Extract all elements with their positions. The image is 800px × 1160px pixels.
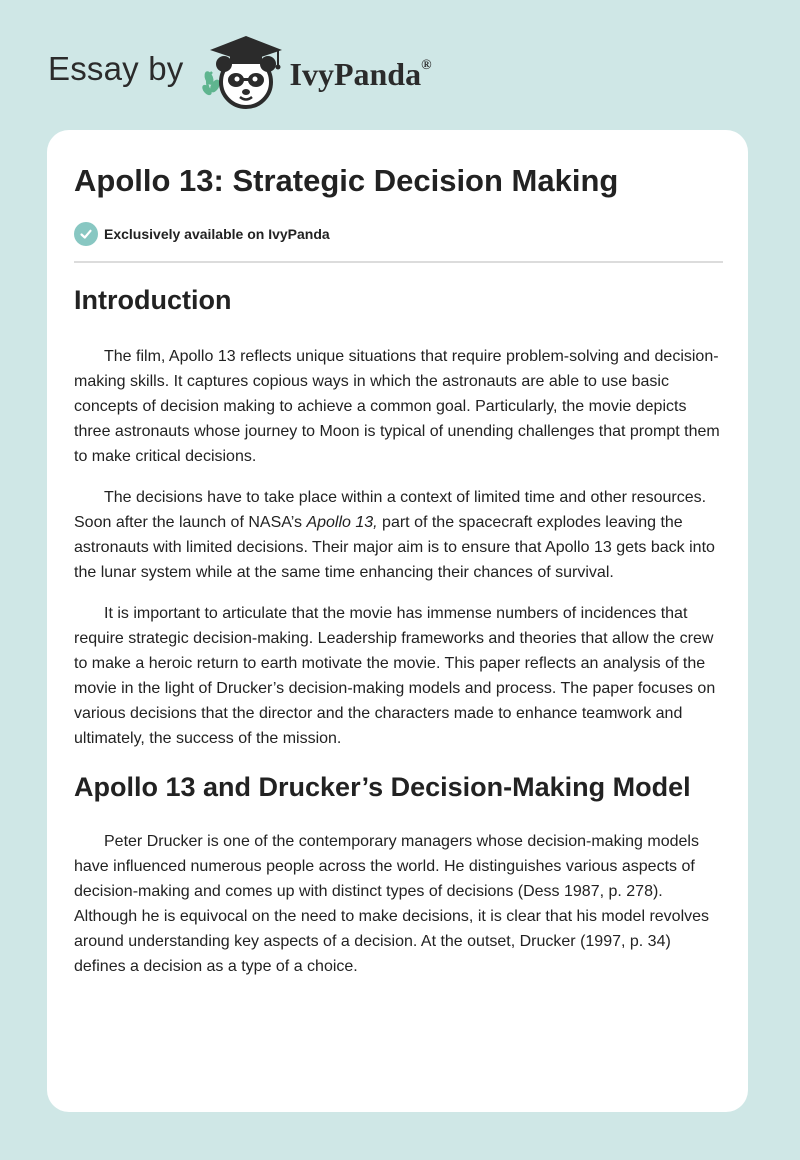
page-title: Apollo 13: Strategic Decision Making bbox=[74, 163, 619, 198]
panda-graduate-icon bbox=[200, 34, 284, 110]
paragraph-text: The decisions have to take place within a context of limited time and other resources. Soon after the launch of NASA’s bbox=[74, 489, 707, 531]
check-icon bbox=[74, 222, 98, 246]
exclusive-badge bbox=[74, 222, 330, 246]
brand-name[interactable] bbox=[290, 56, 432, 93]
registered-mark: ® bbox=[421, 57, 432, 73]
paragraph: The film, Apollo 13 reflects unique situations that require problem-solving and decision-making skills. It captures copious ways in which the astronauts are able to use basic concepts of decision making to achieve a common goal. Particularly, the movie depicts three astronauts whose journey to Moon is typical of unending challenges that prompt them to make critical decisions. bbox=[74, 348, 720, 465]
essay-by-label: Essay by bbox=[48, 50, 184, 87]
paragraph-text: part of the spacecraft explodes leaving the astronauts with limited decisions. Their major aim is to ensure that Apollo 13 gets back into the lunar system while at the same time enhancing their chances of survival. bbox=[74, 514, 715, 581]
divider bbox=[74, 261, 723, 263]
section-heading-introduction: Introduction bbox=[74, 285, 232, 315]
paragraph: It is important to articulate that the movie has immense numbers of incidences that require strategic decision-making. Leadership frameworks and theories that allow the crew to make a heroic return to earth motivate the movie. This paper reflects an analysis of the movie in the light of Drucker’s decision-making models and process. The paper focuses on various decisions that the director and the characters made to enhance teamwork and ultimately, the success of the mission. bbox=[74, 605, 716, 747]
section-heading-drucker-model: Apollo 13 and Drucker’s Decision-Making Model bbox=[74, 772, 691, 802]
site-header bbox=[48, 34, 432, 110]
brand-name-text: IvyPanda bbox=[289, 55, 422, 92]
italic-title: Apollo 13, bbox=[306, 514, 378, 531]
paragraph bbox=[74, 485, 724, 585]
essay-card bbox=[47, 130, 748, 1112]
essay-body bbox=[74, 280, 724, 995]
paragraph: Peter Drucker is one of the contemporary managers whose decision-making models have influenced numerous people across the world. He distinguishes various aspects of decision-making and comes up with distinct types of decisions (Dess 1987, p. 278). Although he is equivocal on the need to make decisions, it is clear that his model revolves around understanding key aspects of a decision. At the outset, Drucker (1997, p. 34) defines a decision as a type of a choice. bbox=[74, 833, 710, 975]
badge-label: Exclusively available on IvyPanda bbox=[104, 226, 330, 242]
